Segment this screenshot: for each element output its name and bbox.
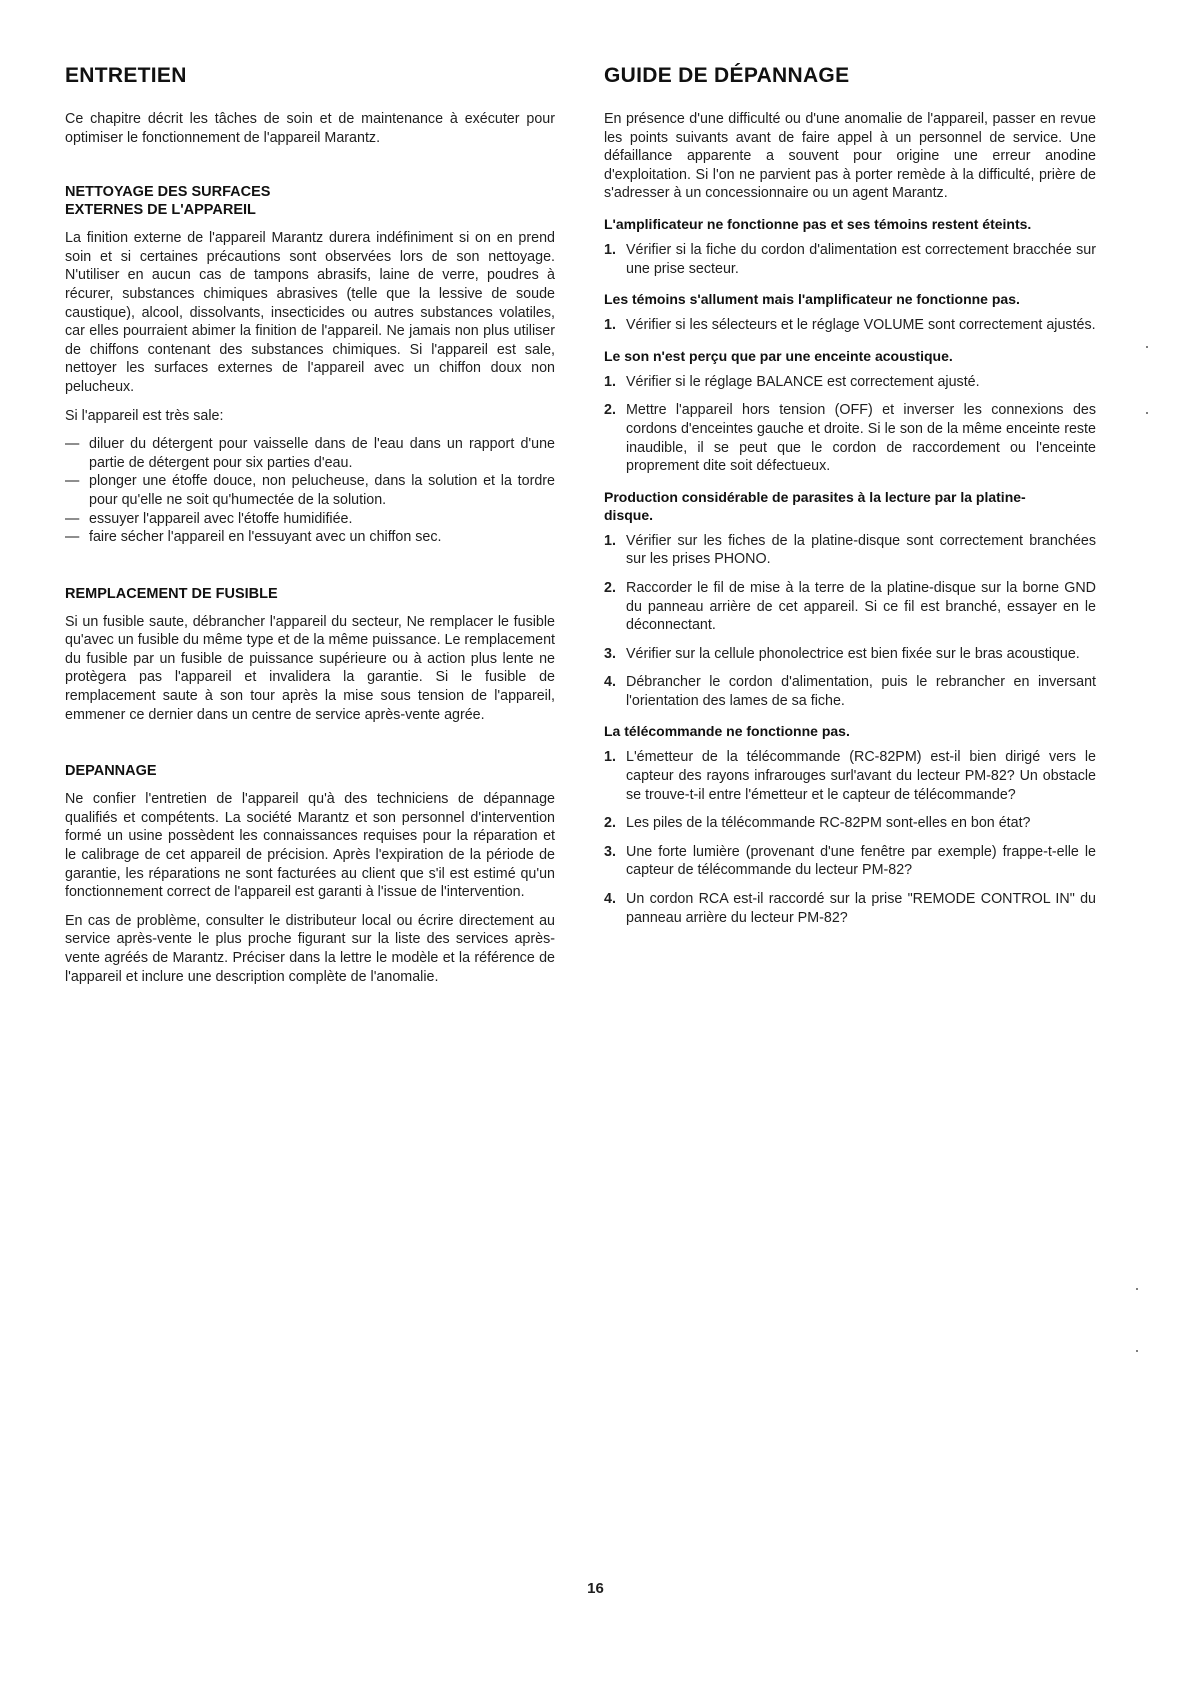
problem-block (604, 290, 1096, 335)
heading-nettoyage: NETTOYAGE DES SURFACES EXTERNES DE L'APPAREIL (65, 184, 271, 219)
step-item: 1. Vérifier si les sélecteurs et le réglage VOLUME sont correctement ajustés. (604, 317, 1096, 334)
section-depannage (65, 762, 555, 986)
column-entretien (65, 64, 555, 1012)
guide-intro: En présence d'une difficulté ou d'une anomalie de l'appareil, passer en revue les points suivants avant de faire appel à un personnel de service. Une défaillance apparente a souvent pour origine une erreur anodine d'exploitation. Si l'on ne parvient pas à porter remède à la difficulté, prière de s'adresser à un concessionnaire ou un agent Marantz. (604, 111, 1096, 202)
dash-mark: — (65, 436, 80, 453)
step-item: 2. Raccorder le fil de mise à la terre de la platine-disque sur la borne GND du panneau arrière de cet appareil. Si ce fil est branché, essayer en le déconnectant. (604, 579, 1096, 634)
steps-list (604, 316, 1096, 335)
section-fusible (65, 585, 555, 725)
page-number: 16 (587, 1580, 604, 1597)
problem-title: La télécommande ne fonctionne pas. (604, 723, 850, 740)
section-title-guide: GUIDE DE DÉPANNAGE (604, 64, 850, 87)
nettoyage-list (65, 435, 555, 547)
depannage-paragraph-1: Ne confier l'entretien de l'appareil qu'à des techniciens de dépannage qualifiés et compétents. La société Marantz et son personnel d'intervention formé un usine possèdent les connaissances requises pour la réparation et le calibrage de cet appareil de précision. Après l'expiration de la période de garantie, les réparations ne sont facturées au client que s'il est estimé qu'un fonctionnement correct de l'appareil est garanti à l'issue de l'intervention. (65, 791, 555, 901)
steps-list (604, 241, 1096, 278)
entretien-intro: Ce chapitre décrit les tâches de soin et de maintenance à exécuter pour optimiser le fonctionnement de l'appareil Marantz. (65, 111, 555, 146)
scan-speck (1136, 1288, 1138, 1290)
dash-mark: — (65, 510, 80, 527)
step-item: 2. Mettre l'appareil hors tension (OFF) et inverser les connexions des cordons d'enceintes gauche et droite. Si le son de la même enceinte reste inaudible, il se peut que le cordon de raccordement ou l'enceinte proprement dite soit défectueux. (604, 402, 1096, 475)
problem-title: Production considérable de parasites à la lecture par la platine-disque. (604, 488, 1026, 523)
heading-fusible: REMPLACEMENT DE FUSIBLE (65, 585, 278, 602)
scan-speck (1146, 412, 1148, 414)
steps-list (604, 373, 1096, 476)
fusible-paragraph: Si un fusible saute, débrancher l'appareil du secteur, Ne remplacer le fusible qu'avec un fusible du même type et de la même puissance. Le remplacement du fusible par un fusible de puissance supérieure ou à action plus lente ne protègera pas l'appareil et invalidera la garantie. Si le fusible de remplacement saute à son tour après la mise sous tension de l'appareil, emmener ce dernier dans un centre de service après-vente agrée. (65, 613, 555, 723)
scan-speck (1146, 346, 1148, 348)
problem-title: Le son n'est perçu que par une enceinte acoustique. (604, 347, 953, 364)
heading-depannage: DEPANNAGE (65, 763, 157, 780)
problem-title: L'amplificateur ne fonctionne pas et ses témoins restent éteints. (604, 215, 1032, 232)
problem-block (604, 347, 1096, 476)
list-item: — essuyer l'appareil avec l'étoffe humidifiée. (65, 510, 353, 527)
list-item: — faire sécher l'appareil en l'essuyant avec un chiffon sec. (65, 529, 442, 546)
section-nettoyage (65, 183, 555, 547)
step-item: 4. Débrancher le cordon d'alimentation, puis le rebrancher en inversant l'orientation des lames de sa fiche. (604, 674, 1096, 709)
section-title-entretien: ENTRETIEN (65, 64, 187, 87)
problem-block (604, 215, 1096, 278)
nettoyage-paragraph-1: La finition externe de l'appareil Marantz durera indéfiniment si on en prend soin et si certaines précautions sont observées lors de son nettoyage. N'utiliser en aucun cas de tampons abrasifs, laine de verre, poudres à récurer, substances chimiques abrasives (telle que la lessive de soude caustique), alcool, dissolvants, insecticides ou autres substances volatiles, car elles pourraient abimer la finition de l'appareil. Ne jamais non plus utiliser de chiffons contenant des substances chimiques. Si l'appareil est sale, nettoyer les surfaces externes de l'appareil avec un chiffon doux non pelucheux. (65, 230, 555, 395)
steps-list (604, 748, 1096, 927)
step-item: 3. Vérifier sur la cellule phonolectrice est bien fixée sur le bras acoustique. (604, 645, 1080, 662)
step-item: 1. Vérifier si la fiche du cordon d'alimentation est correctement bracchée sur une prise secteur. (604, 241, 1096, 277)
dash-mark: — (65, 529, 80, 546)
list-item: — diluer du détergent pour vaisselle dans de l'eau dans un rapport d'une partie de détergent pour six parties d'eau. (65, 436, 555, 471)
problem-block (604, 488, 1096, 711)
step-item: 4. Un cordon RCA est-il raccordé sur la prise "REMODE CONTROL IN" du panneau arrière du lecteur PM-82? (604, 891, 1096, 926)
dash-mark: — (65, 473, 80, 490)
depannage-paragraph-2: En cas de problème, consulter le distributeur local ou écrire directement au service après-vente le plus proche figurant sur la liste des services après-vente agréés de Marantz. Préciser dans la lettre le modèle et la référence de l'appareil et inclure une description complète de l'anomalie. (65, 912, 555, 985)
list-item: — plonger une étoffe douce, non pelucheuse, dans la solution et la tordre pour qu'elle ne soit qu'humectée de la solution. (65, 473, 555, 508)
step-item: 1. L'émetteur de la télécommande (RC-82PM) est-il bien dirigé vers le capteur des rayons infrarouges surl'avant du lecteur PM-82? Un obstacle se trouve-t-il entre l'émetteur et le capteur de télécommande? (604, 749, 1096, 803)
scan-speck (1136, 1350, 1138, 1352)
column-guide-depannage (604, 64, 1096, 937)
step-item: 1. Vérifier si le réglage BALANCE est correctement ajusté. (604, 373, 980, 390)
step-item: 2. Les piles de la télécommande RC-82PM sont-elles en bon état? (604, 815, 1031, 832)
problem-title: Les témoins s'allument mais l'amplificateur ne fonctionne pas. (604, 291, 1020, 308)
steps-list (604, 532, 1096, 711)
step-item: 3. Une forte lumière (provenant d'une fenêtre par exemple) frappe-t-elle le capteur de télécommande du lecteur PM-82? (604, 843, 1096, 879)
problem-block (604, 722, 1096, 927)
nettoyage-paragraph-2: Si l'appareil est très sale: (65, 407, 224, 424)
step-item: 1. Vérifier sur les fiches de la platine-disque sont correctement branchées sur les prises PHONO. (604, 532, 1096, 568)
